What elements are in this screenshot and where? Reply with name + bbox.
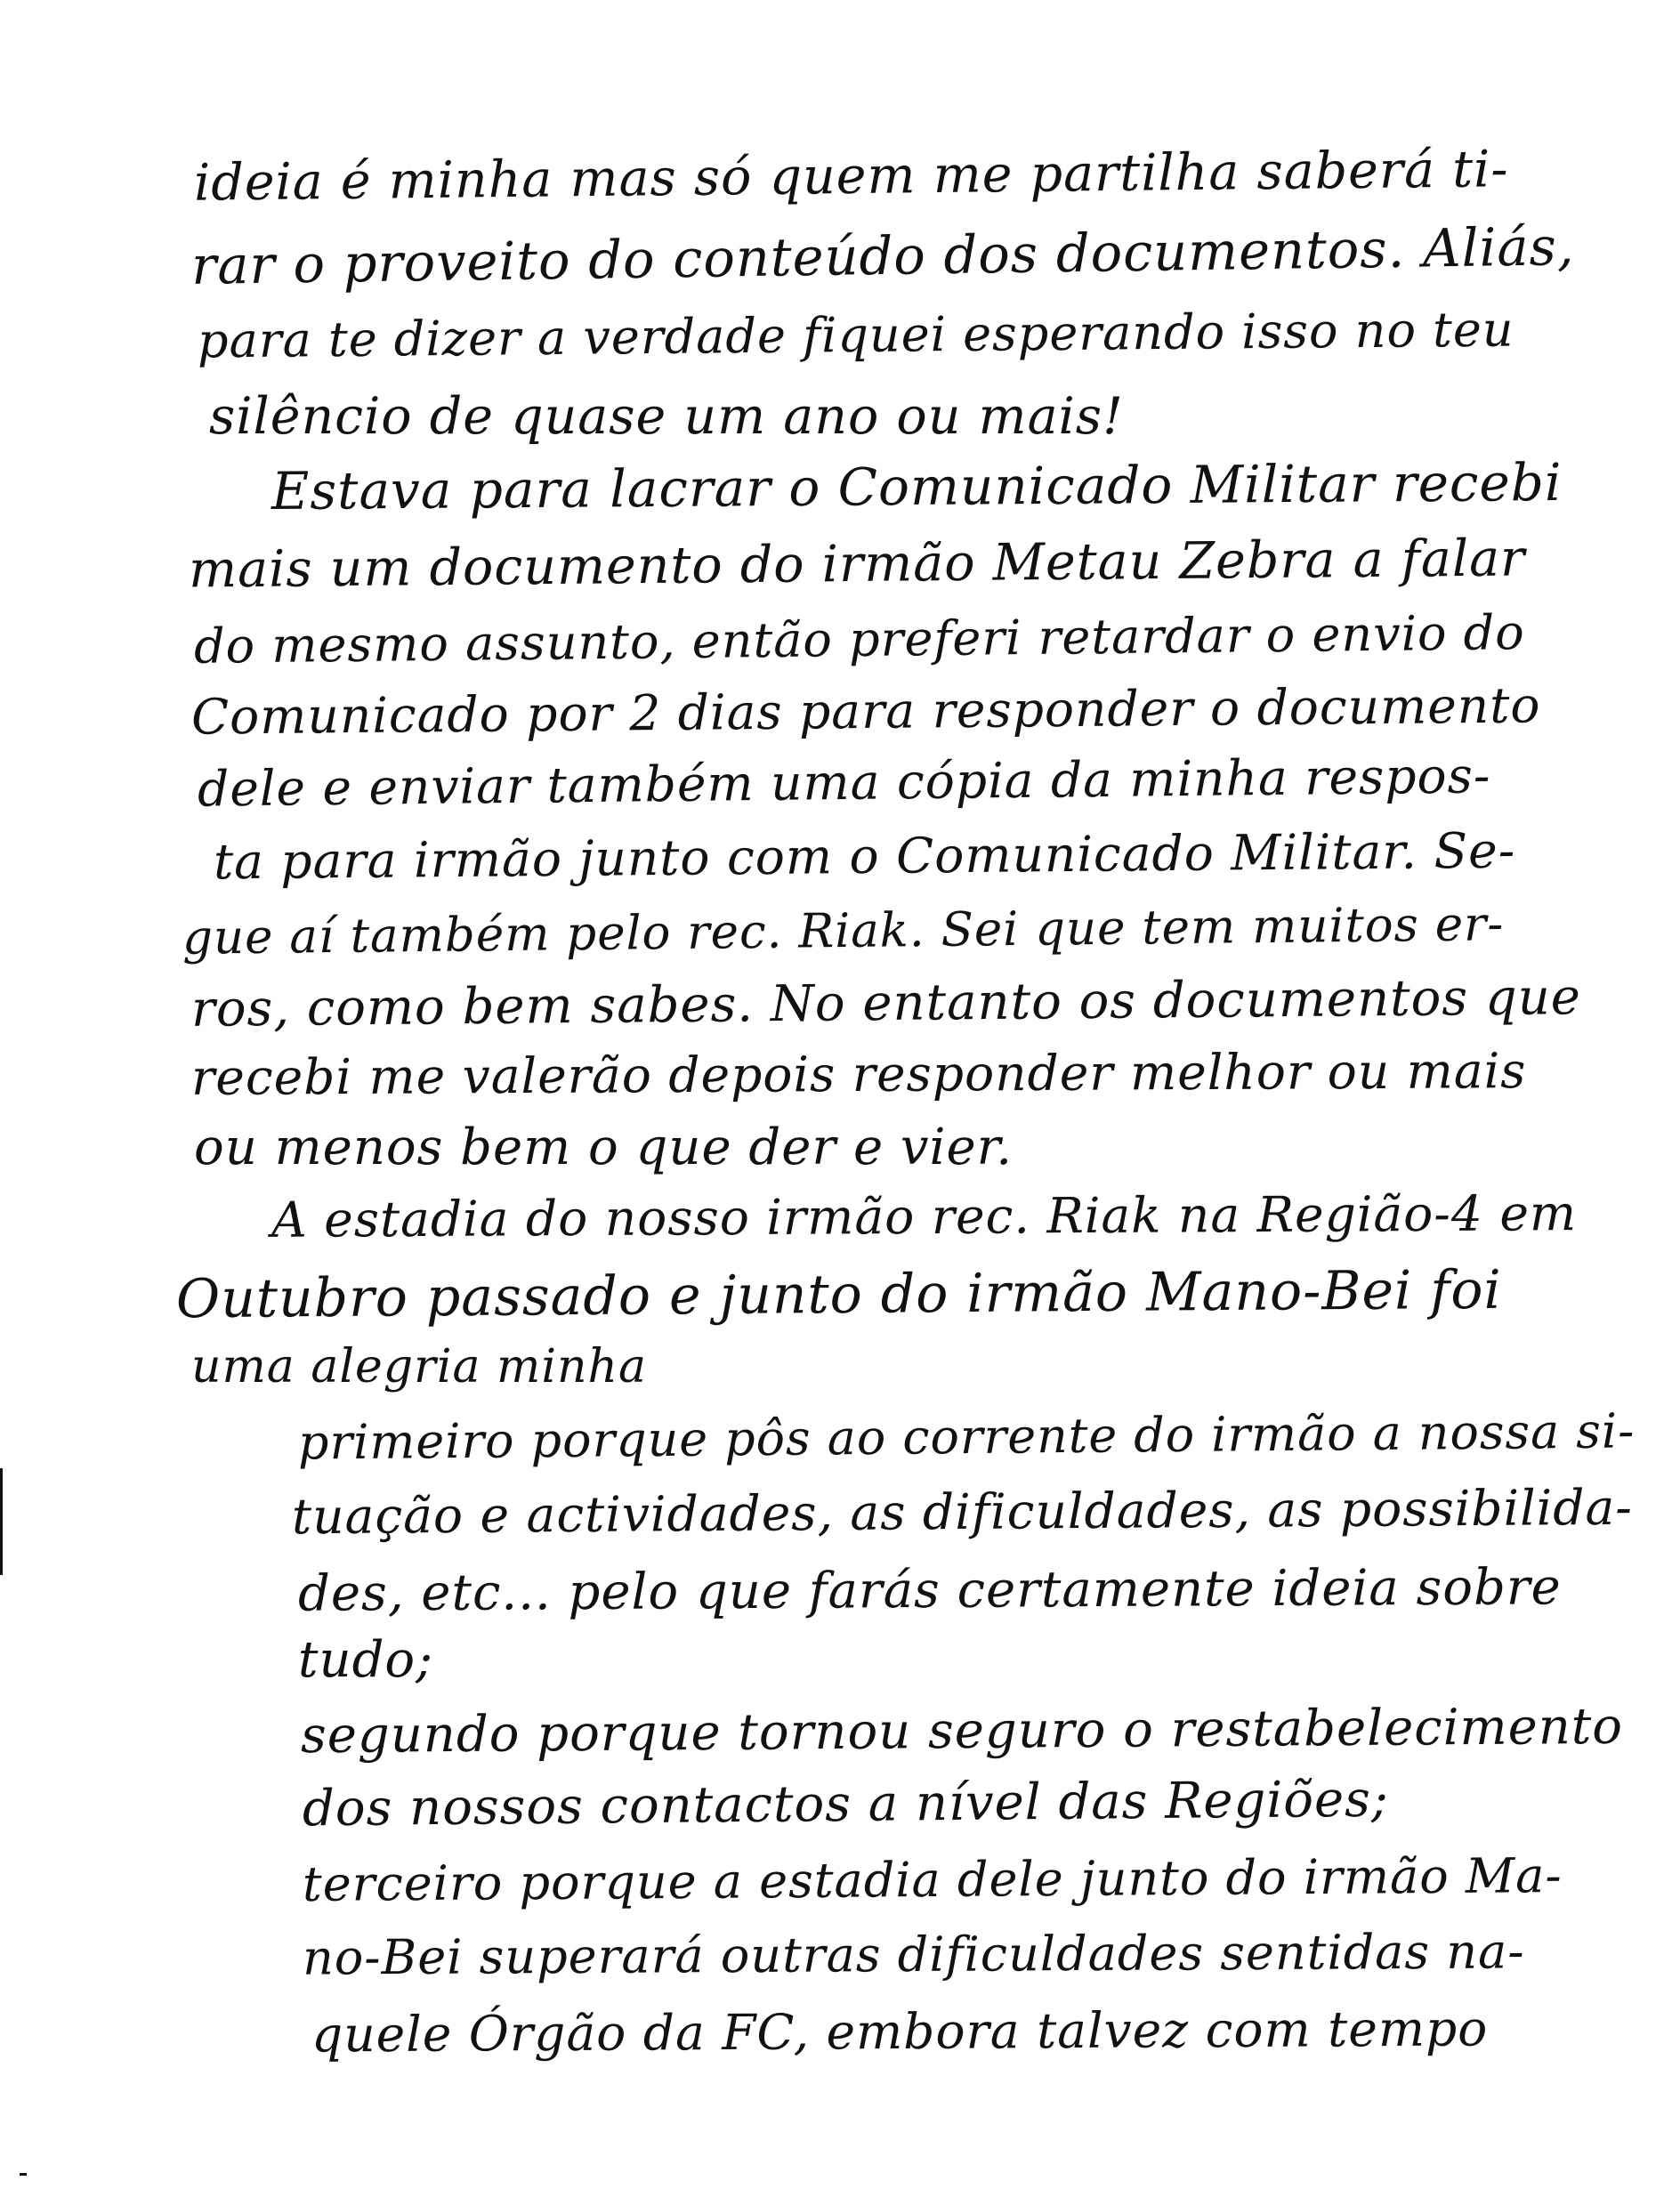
- letter-line-3: para te dizer a verdade fiquei esperando isso no teu: [197, 301, 1514, 369]
- letter-line-6: mais um documento do irmão Metau Zebra a falar: [188, 529, 1526, 600]
- letter-line-15: A estadia do nosso irmão rec. Riak na Região-4 em: [271, 1184, 1578, 1248]
- letter-line-22: segundo porque tornou seguro o restabelecimento: [300, 1697, 1624, 1765]
- letter-line-10: ta para irmão junto com o Comunicado Militar. Se-: [213, 821, 1516, 891]
- letter-line-1: ideia é minha mas só quem me partilha saberá ti-: [193, 140, 1509, 213]
- letter-line-19: tuação e actividades, as dificuldades, as possibilida-: [291, 1478, 1634, 1546]
- letter-line-2: rar o proveito do conteúdo dos documentos. Aliás,: [190, 215, 1575, 296]
- letter-line-14: ou menos bem o que der e vier.: [194, 1119, 1014, 1176]
- letter-line-21: tudo;: [298, 1631, 433, 1689]
- letter-line-20: des, etc... pelo que farás certamente ideia sobre: [297, 1558, 1562, 1623]
- letter-line-17: uma alegria minha: [191, 1340, 647, 1393]
- letter-line-16: Outubro passado e junto do irmão Mano-Bei foi: [175, 1258, 1502, 1331]
- letter-line-24: terceiro porque a estadia dele junto do irmão Ma-: [302, 1847, 1563, 1912]
- letter-line-26: quele Órgão da FC, embora talvez com tempo: [311, 1999, 1489, 2064]
- letter-line-8: Comunicado por 2 dias para responder o documento: [190, 676, 1541, 746]
- letter-line-18: primeiro porque pôs ao corrente do irmão a nossa si-: [297, 1402, 1636, 1471]
- letter-line-23: dos nossos contactos a nível das Regiões;: [302, 1770, 1389, 1838]
- letter-line-12: ros, como bem sabes. No entanto os documentos que: [190, 968, 1582, 1038]
- scan-speck: [20, 2173, 27, 2176]
- letter-line-5: Estava para lacrar o Comunicado Militar recebi: [271, 451, 1563, 522]
- scan-edge-mark: [0, 1468, 3, 1575]
- letter-line-7: do mesmo assunto, então preferi retardar o envio do: [193, 604, 1526, 674]
- letter-line-9: dele e enviar também uma cópia da minha respos-: [197, 747, 1491, 818]
- letter-line-4: silêncio de quase um ano ou mais!: [209, 387, 1124, 446]
- letter-line-11: gue aí também pelo rec. Riak. Sei que tem muitos er-: [182, 897, 1505, 965]
- letter-line-25: no-Bei superará outras dificuldades sentidas na-: [302, 1923, 1525, 1986]
- letter-line-13: recebi me valerão depois responder melhor ou mais: [190, 1042, 1527, 1106]
